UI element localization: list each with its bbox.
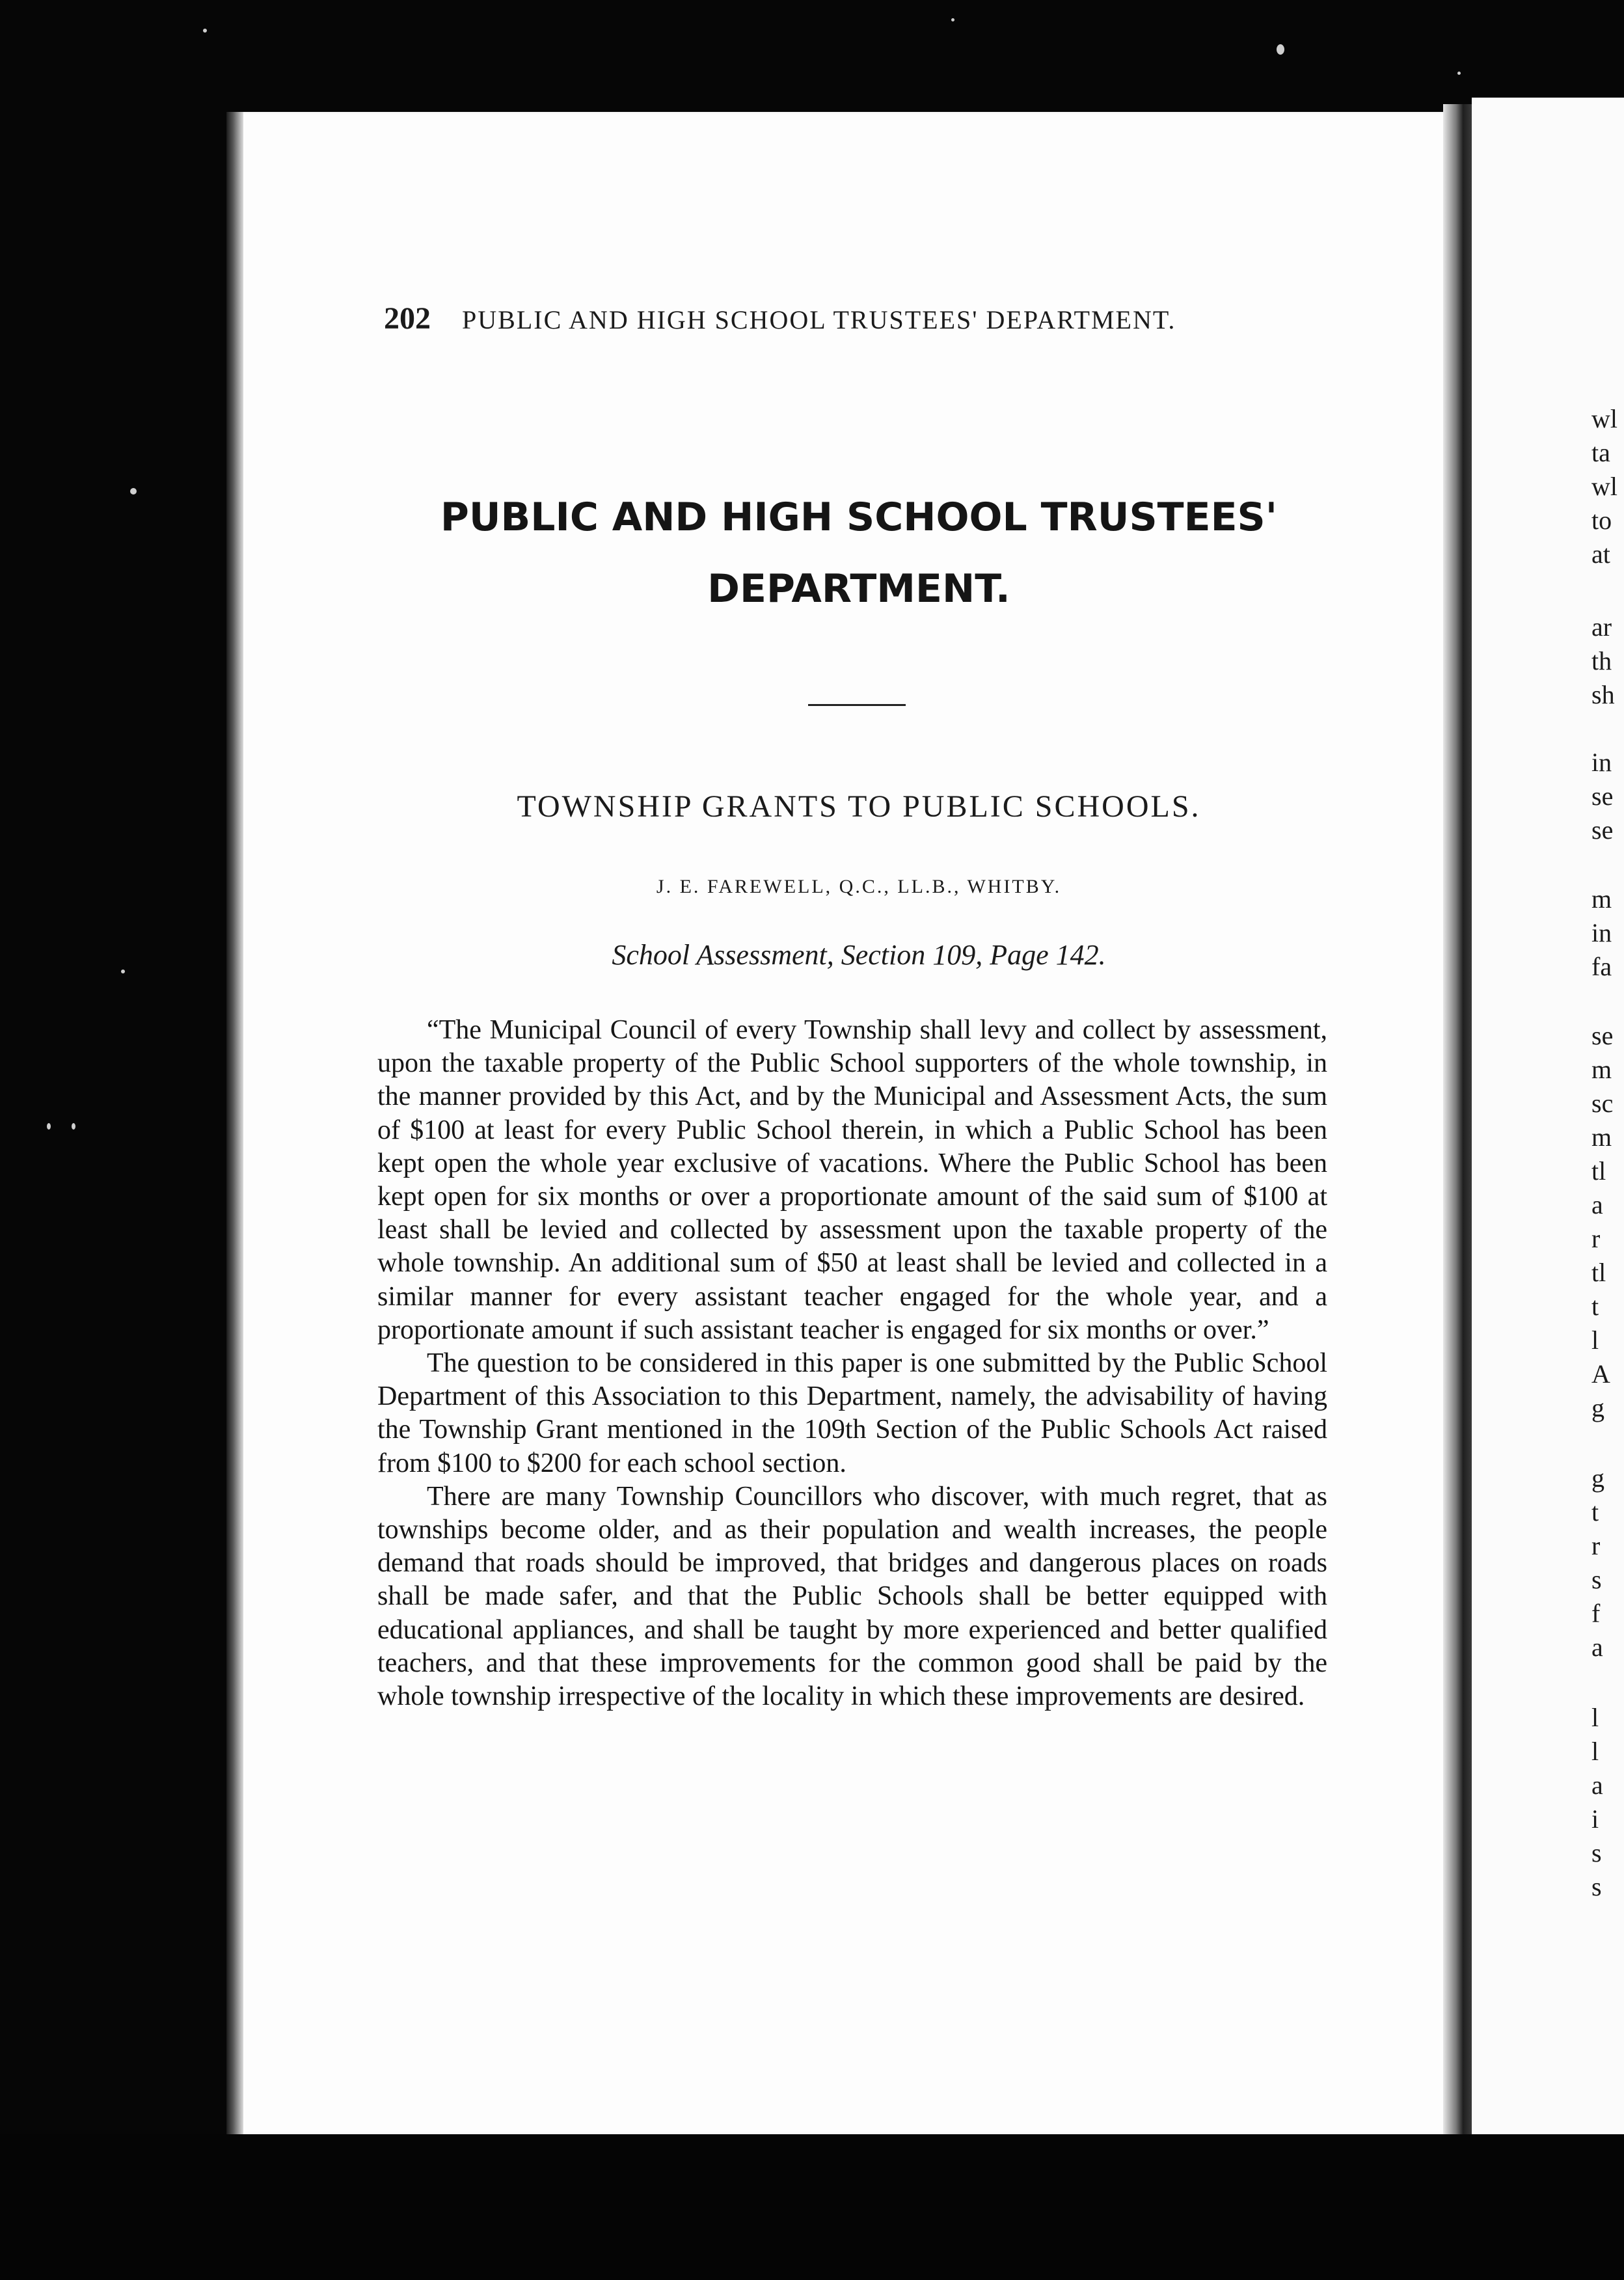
department-title [364, 482, 1353, 625]
book-gutter [1443, 104, 1472, 2134]
scan-speck [47, 1123, 51, 1130]
facing-page-fragment: f [1591, 1599, 1601, 1628]
article-body [377, 1014, 1327, 1713]
facing-page-fragment: sc [1591, 1089, 1614, 1118]
article-paragraph: The question to be considered in this paper is one submitted by the Public School Department of this Association to this Department, namely, the advisability of having the Township Grant mentioned in the 109th Section of the Public Schools Act raised from $100 to $200 for each school section. [377, 1348, 1327, 1478]
facing-page-fragment: m [1591, 1055, 1612, 1084]
facing-page-fragment: tl [1591, 1258, 1606, 1287]
facing-page-fragment: ta [1591, 438, 1610, 467]
facing-page-fragment: r [1591, 1224, 1601, 1253]
facing-page-fragment: s [1591, 1565, 1602, 1594]
page-number: 202 [384, 301, 431, 336]
facing-page-fragment: s [1591, 1838, 1602, 1867]
article-paragraph: There are many Township Councillors who discover, with much regret, that as townships become older, and as their population and wealth increases, the people demand that roads should be improved, that bridges and dangerous places on roads shall be made safer, and that the Public Schools shall be better equipped with educational appliances, and shall be taught by more experienced and better qualified teachers, and that these improvements for the common good shall be paid by the whole township irrespective of the locality in which these improvements are desired. [377, 1481, 1327, 1712]
facing-page-fragment: sh [1591, 680, 1615, 709]
scan-background-bottom [0, 2134, 1624, 2280]
facing-page-fragment: l [1591, 1703, 1599, 1732]
facing-page-fragment: tl [1591, 1156, 1606, 1186]
facing-page-fragment: ar [1591, 612, 1612, 642]
facing-page-fragment: wl [1591, 472, 1617, 501]
facing-page-fragment: in [1591, 918, 1612, 947]
facing-page-fragment: t [1591, 1497, 1599, 1527]
facing-page-fragment: s [1591, 1872, 1602, 1901]
running-head-text: PUBLIC AND HIGH SCHOOL TRUSTEES' DEPARTMENT. [462, 305, 1176, 334]
running-head [384, 301, 1334, 340]
facing-page-fragment: i [1591, 1804, 1599, 1834]
scan-speck [1277, 44, 1284, 55]
article-title: TOWNSHIP GRANTS TO PUBLIC SCHOOLS. [517, 789, 1201, 824]
scan-speck [1457, 72, 1461, 75]
facing-page-fragment: r [1591, 1531, 1601, 1560]
facing-page-fragment: l [1591, 1737, 1599, 1766]
facing-page-fragment: a [1591, 1633, 1603, 1662]
facing-page-fragment: se [1591, 781, 1614, 811]
facing-page-fragment: at [1591, 539, 1610, 569]
title-rule [808, 704, 906, 706]
facing-page-fragment: fa [1591, 952, 1612, 981]
facing-page-fragment: to [1591, 506, 1612, 535]
facing-page-fragment: wl [1591, 404, 1617, 433]
facing-page-fragment: g [1591, 1463, 1604, 1493]
department-title-line-2: DEPARTMENT. [707, 566, 1010, 612]
facing-page-fragment: t [1591, 1292, 1599, 1321]
facing-page-fragment: a [1591, 1190, 1603, 1219]
article-paragraph: “The Municipal Council of every Township shall levy and collect by assessment, upon the taxable property of the Public School supporters of the whole township, in the manner provided by this Act, and by the Municipal and Assessment Acts, the sum of $100 at least for every Public School therein, in which a Public School has been kept open the whole year exclusive of vacations. Where the Public School has been kept open for six months or over a proportionate amount of the said sum of $100 at least shall be levied and collected by assessment upon the taxable property of the whole township. An additional sum of $50 at least shall be levied and collected in a similar manner for every assistant teacher engaged for the whole year, and a proportionate amount if such assistant teacher is engaged for six months or over.” [377, 1015, 1327, 1345]
scan-speck [203, 29, 207, 33]
facing-page-fragment: g [1591, 1393, 1604, 1422]
facing-page-fragment: se [1591, 1021, 1614, 1050]
article-subhead: School Assessment, Section 109, Page 142. [612, 939, 1106, 971]
facing-page-fragment: in [1591, 748, 1612, 777]
facing-page-fragment: th [1591, 646, 1612, 675]
facing-page-fragment: l [1591, 1325, 1599, 1355]
facing-page-fragment: a [1591, 1771, 1603, 1800]
facing-page-text-fragments [1591, 0, 1624, 2134]
article-byline: J. E. FAREWELL, Q.C., LL.B., WHITBY. [656, 876, 1062, 897]
left-page-edge [226, 112, 243, 2134]
scan-speck [72, 1123, 75, 1130]
department-title-line-1: PUBLIC AND HIGH SCHOOL TRUSTEES' [440, 495, 1278, 540]
facing-page-fragment: m [1591, 884, 1612, 914]
scan-speck [951, 18, 954, 21]
scan-speck [121, 970, 125, 973]
facing-page-fragment: m [1591, 1122, 1612, 1152]
facing-page-fragment: A [1591, 1359, 1610, 1389]
scan-speck [130, 488, 137, 495]
facing-page-fragment: se [1591, 815, 1614, 845]
